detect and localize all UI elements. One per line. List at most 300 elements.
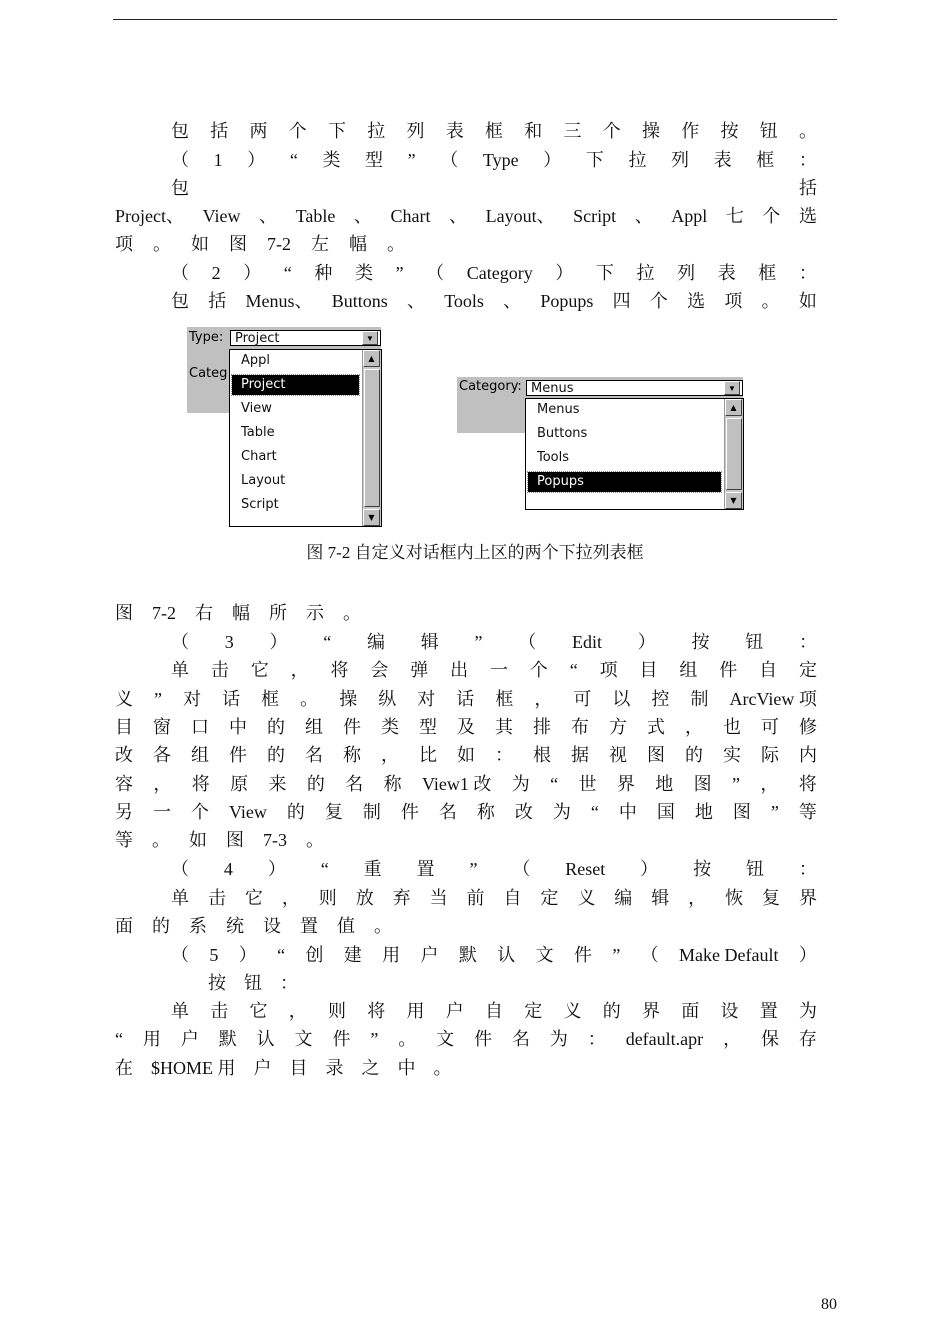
text-token: 选 [687, 291, 706, 311]
text-token: 组 [305, 717, 323, 737]
text-token: 个 [649, 291, 668, 311]
text-token: ， [760, 774, 779, 794]
text-token: 为 [511, 774, 530, 794]
text-token: 建 [343, 945, 362, 965]
text-token: 个 [191, 802, 209, 822]
text-line [115, 1055, 817, 1081]
text-token: 拉 [628, 150, 647, 170]
text-token: 来 [268, 774, 287, 794]
text-token: （ [440, 150, 459, 170]
text-token: ” [407, 150, 416, 170]
text-token: 原 [230, 774, 249, 794]
text-token: ： [798, 263, 817, 283]
text-token: 复 [324, 802, 343, 822]
text-token: 项 [599, 660, 618, 680]
text-token: （ [171, 859, 189, 879]
type-combobox-value: Project [235, 331, 280, 346]
text-token: 列 [406, 121, 425, 141]
text-token: （ [171, 945, 189, 965]
text-token: 为 [549, 1029, 568, 1049]
text-token: 如 [798, 291, 817, 311]
arrow-down-icon: ▼ [368, 513, 375, 522]
arrow-up-icon: ▲ [368, 354, 375, 363]
text-token: 修 [799, 717, 817, 737]
text-line [171, 942, 817, 968]
dropdown-option[interactable]: Buttons [537, 426, 588, 441]
scroll-thumb[interactable] [726, 418, 742, 490]
text-token: ” [395, 263, 404, 283]
text-token: ） [555, 263, 574, 283]
text-token: 操 [642, 121, 660, 141]
text-line [171, 147, 817, 173]
text-token: 件 [474, 1029, 493, 1049]
scroll-down-button[interactable] [725, 492, 742, 509]
text-token: 。 [153, 234, 171, 254]
text-token: 将 [191, 774, 210, 794]
scroll-down-button[interactable] [363, 509, 380, 526]
text-token: 包 [171, 291, 189, 311]
text-token: 选 [798, 206, 817, 226]
text-token: 自 [759, 660, 778, 680]
dropdown-option[interactable]: Script [241, 497, 279, 512]
dropdown-option[interactable]: Project [232, 375, 359, 395]
text-token: 用 [406, 1001, 425, 1021]
text-token: 组 [191, 745, 209, 765]
text-token: 排 [533, 717, 551, 737]
text-token: 中 [229, 717, 247, 737]
chevron-down-icon: ▼ [366, 333, 374, 343]
text-token: 组 [679, 660, 698, 680]
text-token: 件 [719, 660, 738, 680]
text-token: 义 [115, 689, 133, 709]
type-options-list[interactable] [229, 349, 382, 527]
text-token: ） [267, 859, 286, 879]
text-token: 一 [490, 660, 508, 680]
text-token: 下 [328, 121, 346, 141]
text-token: 的 [685, 745, 703, 765]
text-token: 录 [325, 1058, 344, 1078]
text-token: 面 [681, 1001, 700, 1021]
text-token: 单 [171, 888, 189, 908]
text-token: 3 [224, 632, 234, 652]
text-token: 括 [210, 121, 229, 141]
text-token: 钮 [745, 859, 764, 879]
text-token: 7-2 [152, 603, 176, 623]
text-token: 据 [571, 745, 589, 765]
text-token: 个 [602, 121, 621, 141]
text-token: 文 [436, 1029, 455, 1049]
text-token: 放 [355, 888, 374, 908]
text-token: 方 [609, 717, 627, 737]
text-token: 型 [419, 717, 437, 737]
text-token: $HOME 用 [151, 1058, 236, 1078]
text-token: 置 [416, 859, 435, 879]
text-token: 个 [529, 660, 548, 680]
header-rule [113, 19, 837, 20]
text-line [171, 856, 817, 882]
text-token: ， [688, 888, 707, 908]
text-token: 七 [725, 206, 744, 226]
text-token: 如 [457, 745, 475, 765]
text-token: View1 改 [422, 774, 492, 794]
text-token: “ [323, 632, 332, 652]
text-token: 话 [456, 689, 475, 709]
text-token: 编 [367, 632, 385, 652]
text-token: 可 [761, 717, 779, 737]
text-token: Project、 [115, 206, 184, 226]
text-token: 如 [191, 234, 209, 254]
text-token: “ [320, 859, 329, 879]
dropdown-option[interactable]: Chart [241, 449, 277, 464]
text-token: Appl [671, 206, 708, 226]
arrow-up-icon: ▲ [730, 403, 737, 412]
text-token: 击 [207, 888, 226, 908]
text-token: 界 [798, 888, 817, 908]
text-token: 内 [799, 745, 817, 765]
text-token: 比 [419, 745, 437, 765]
text-token: 型 [365, 150, 384, 170]
text-token: 自 [485, 1001, 503, 1021]
text-token: 认 [256, 1029, 275, 1049]
text-token: 话 [222, 689, 241, 709]
text-token: 视 [609, 745, 627, 765]
text-token: ” [770, 802, 779, 822]
text-token: 操 [339, 689, 358, 709]
text-token: ， [534, 689, 553, 709]
text-token: 称 [383, 774, 402, 794]
text-token: default.apr [625, 1029, 704, 1049]
text-token: ， [723, 1029, 742, 1049]
figure-right-panel [457, 377, 747, 512]
text-token: 单 [171, 1001, 189, 1021]
text-token: 及 [457, 717, 475, 737]
text-token: 框 [758, 263, 777, 283]
text-line [115, 742, 817, 768]
text-token: ） [798, 945, 817, 965]
text-token: Reset [565, 859, 606, 879]
text-token: 、 [449, 206, 468, 226]
text-token: Make Default [679, 945, 779, 965]
text-token: 类 [354, 263, 373, 283]
text-token: ” [474, 632, 483, 652]
text-line [171, 998, 817, 1024]
text-token: ： [799, 632, 817, 652]
text-token: 它 [250, 660, 269, 680]
text-token: 名 [345, 774, 364, 794]
text-token: 表 [713, 150, 732, 170]
text-token: View [202, 206, 241, 226]
text-token: Buttons [331, 291, 388, 311]
chevron-down-icon: ▼ [728, 383, 736, 393]
text-token: 制 [690, 689, 709, 709]
text-token: 。 [300, 689, 319, 709]
text-token: 根 [533, 745, 551, 765]
text-token: ” [370, 1029, 379, 1049]
text-token: 。 [433, 1058, 452, 1078]
text-token: 户 [445, 1001, 464, 1021]
text-token: Menus、 [245, 291, 313, 311]
text-token: 钮 [244, 973, 262, 993]
text-token: ” [154, 689, 163, 709]
type-combobox[interactable] [230, 330, 381, 346]
text-token: 表 [445, 121, 464, 141]
text-token: ） [269, 632, 288, 652]
text-token: 列 [677, 263, 696, 283]
text-line [171, 288, 817, 314]
text-token: 称 [343, 745, 361, 765]
text-token: 框 [485, 121, 503, 141]
text-token: 称 [476, 802, 495, 822]
text-token: 义 [563, 1001, 582, 1021]
text-token: Table [295, 206, 336, 226]
text-token: ） [637, 632, 656, 652]
text-token: 的 [286, 802, 305, 822]
text-token: 制 [362, 802, 381, 822]
figure-caption: 图 7-2 自定义对话框内上区的两个下拉列表框 [306, 543, 644, 562]
text-token: 的 [267, 717, 285, 737]
dropdown-option[interactable]: View [241, 401, 272, 416]
scroll-thumb[interactable] [364, 369, 380, 507]
text-token: ： [587, 1029, 606, 1049]
text-token: 的 [602, 1001, 621, 1021]
text-token: “ [289, 150, 298, 170]
text-token: Layout、 [485, 206, 555, 226]
text-token: 钮 [745, 632, 764, 652]
text-token: 布 [571, 717, 589, 737]
text-token: 下 [595, 263, 614, 283]
dropdown-option[interactable]: Menus [537, 402, 580, 417]
text-token: 拉 [367, 121, 386, 141]
text-token: 可 [573, 689, 592, 709]
text-token: ） [543, 150, 562, 170]
text-token: 拉 [636, 263, 655, 283]
text-line [115, 827, 817, 853]
text-token: （ [518, 632, 537, 652]
text-token: ArcView 项 [729, 689, 817, 709]
text-token: 三 [563, 121, 582, 141]
text-token: ） [238, 945, 257, 965]
text-token: 列 [671, 150, 690, 170]
text-token: 它 [244, 888, 263, 908]
type-dropdown-button[interactable] [362, 331, 378, 345]
scroll-up-button[interactable] [363, 350, 380, 367]
text-token: 名 [511, 1029, 530, 1049]
text-token: 中 [397, 1058, 416, 1078]
text-token: 、 [406, 291, 425, 311]
text-token: 其 [495, 717, 513, 737]
text-token: 系 [189, 916, 207, 936]
text-token: Script [573, 206, 617, 226]
text-token: 设 [720, 1001, 739, 1021]
text-token: 各 [153, 745, 171, 765]
category-combobox-value: Menus [531, 381, 574, 396]
text-token: 则 [328, 1001, 346, 1021]
text-token: 击 [210, 660, 229, 680]
scroll-up-button[interactable] [725, 399, 742, 416]
text-token: 辑 [420, 632, 439, 652]
text-token: 。 [799, 121, 817, 141]
text-token: Type [482, 150, 519, 170]
text-token: 将 [367, 1001, 386, 1021]
text-line [171, 175, 817, 201]
text-token: ” [612, 945, 621, 965]
text-token: 控 [651, 689, 670, 709]
text-token: 窗 [153, 717, 171, 737]
text-token: 四 [612, 291, 631, 311]
text-token: ： [495, 745, 513, 765]
dropdown-option[interactable]: Layout [241, 473, 286, 488]
text-token: 它 [249, 1001, 268, 1021]
text-token: 。 [152, 830, 170, 850]
category-dropdown-button[interactable] [724, 381, 740, 395]
text-token: 值 [337, 916, 355, 936]
text-token: “ [115, 1029, 123, 1049]
text-token: （ [171, 632, 189, 652]
text-line [115, 799, 817, 825]
text-token: 击 [210, 1001, 229, 1021]
text-token: ， [288, 1001, 307, 1021]
text-line [171, 629, 817, 655]
text-token: 文 [294, 1029, 313, 1049]
type-list-scrollbar[interactable] [362, 350, 381, 526]
text-token: 1 [213, 150, 223, 170]
text-token: 括 [799, 178, 817, 198]
text-token: 保 [760, 1029, 779, 1049]
text-line [115, 1026, 817, 1052]
text-token: ） [247, 150, 266, 170]
text-token: 表 [717, 263, 736, 283]
text-token: 用 [142, 1029, 161, 1049]
text-token: 编 [614, 888, 633, 908]
text-token: 纵 [378, 689, 397, 709]
text-token: “ [569, 660, 578, 680]
text-token: 单 [171, 660, 189, 680]
text-token: 义 [577, 888, 596, 908]
text-token: ， [153, 774, 172, 794]
text-token: 户 [253, 1058, 272, 1078]
text-token: 图 [693, 774, 712, 794]
text-token: ， [281, 888, 300, 908]
text-token: 国 [656, 802, 675, 822]
text-token: 括 [208, 291, 227, 311]
text-token: “ [283, 263, 292, 283]
text-token: 户 [420, 945, 439, 965]
text-token: 7-2 [267, 234, 291, 254]
text-token: 项 [724, 291, 743, 311]
text-token: 对 [183, 689, 202, 709]
text-token: 图 [115, 603, 133, 623]
text-token: 等 [115, 830, 133, 850]
text-token: 恢 [725, 888, 744, 908]
text-token: 按 [693, 859, 712, 879]
text-token: ” [469, 859, 478, 879]
text-token: 实 [723, 745, 741, 765]
text-token: ： [798, 150, 817, 170]
text-token: 重 [363, 859, 382, 879]
text-token: 类 [322, 150, 341, 170]
category-combobox[interactable] [526, 380, 743, 396]
text-line [115, 771, 817, 797]
text-token: Popups [540, 291, 594, 311]
text-token: 件 [332, 1029, 351, 1049]
category-options-list[interactable] [525, 398, 744, 510]
text-token: 的 [152, 916, 170, 936]
text-token: 包 [171, 178, 189, 198]
text-line [115, 913, 817, 939]
text-line [171, 885, 817, 911]
text-line [171, 118, 817, 144]
text-token: 、 [634, 206, 653, 226]
text-token: “ [277, 945, 286, 965]
text-token: 7-3 [263, 830, 287, 850]
text-token: ） [243, 263, 262, 283]
text-token: 将 [330, 660, 349, 680]
text-token: 2 [211, 263, 221, 283]
text-token: 创 [305, 945, 324, 965]
text-token: 。 [374, 916, 392, 936]
text-token: 下 [585, 150, 604, 170]
text-token: Edit [572, 632, 602, 652]
text-token: 另 [115, 802, 133, 822]
text-token: 界 [616, 774, 635, 794]
text-token: 为 [799, 1001, 817, 1021]
text-line [115, 231, 817, 257]
text-token: 种 [314, 263, 333, 283]
text-token: 定 [524, 1001, 543, 1021]
dropdown-option[interactable]: Appl [241, 353, 271, 368]
text-token: 将 [798, 774, 817, 794]
text-token: ： [280, 973, 298, 993]
text-token: Category [466, 263, 533, 283]
text-token: 统 [226, 916, 244, 936]
category-list-scrollbar[interactable] [724, 399, 743, 509]
text-token: ） [640, 859, 659, 879]
dropdown-option[interactable]: Popups [528, 472, 721, 492]
text-token: 地 [655, 774, 674, 794]
text-token: 图 [732, 802, 751, 822]
category-label: Category: [459, 379, 522, 394]
text-token: 件 [400, 802, 419, 822]
type-label: Type: [189, 330, 224, 345]
text-token: 4 [223, 859, 233, 879]
text-token: 存 [798, 1029, 817, 1049]
text-token: 世 [578, 774, 597, 794]
text-line [115, 714, 817, 740]
text-token: 名 [438, 802, 457, 822]
text-token: 作 [681, 121, 700, 141]
text-token: 改 [115, 745, 133, 765]
dropdown-option[interactable]: Tools [537, 450, 570, 465]
text-token: 、 [259, 206, 278, 226]
text-token: 复 [762, 888, 780, 908]
dropdown-option[interactable]: Table [241, 425, 275, 440]
text-token: 际 [761, 745, 779, 765]
text-token: 容 [115, 774, 133, 794]
text-token: 用 [382, 945, 401, 965]
text-token: （ [640, 945, 659, 965]
text-token: ， [290, 660, 309, 680]
text-token: 置 [300, 916, 318, 936]
text-token: 对 [417, 689, 436, 709]
text-token: 辑 [651, 888, 670, 908]
text-token: 件 [343, 717, 361, 737]
text-token: 、 [353, 206, 372, 226]
text-token: 式 [647, 717, 665, 737]
text-line [171, 260, 817, 286]
text-token: 名 [305, 745, 323, 765]
text-line [115, 686, 817, 712]
text-token: （ [426, 263, 445, 283]
